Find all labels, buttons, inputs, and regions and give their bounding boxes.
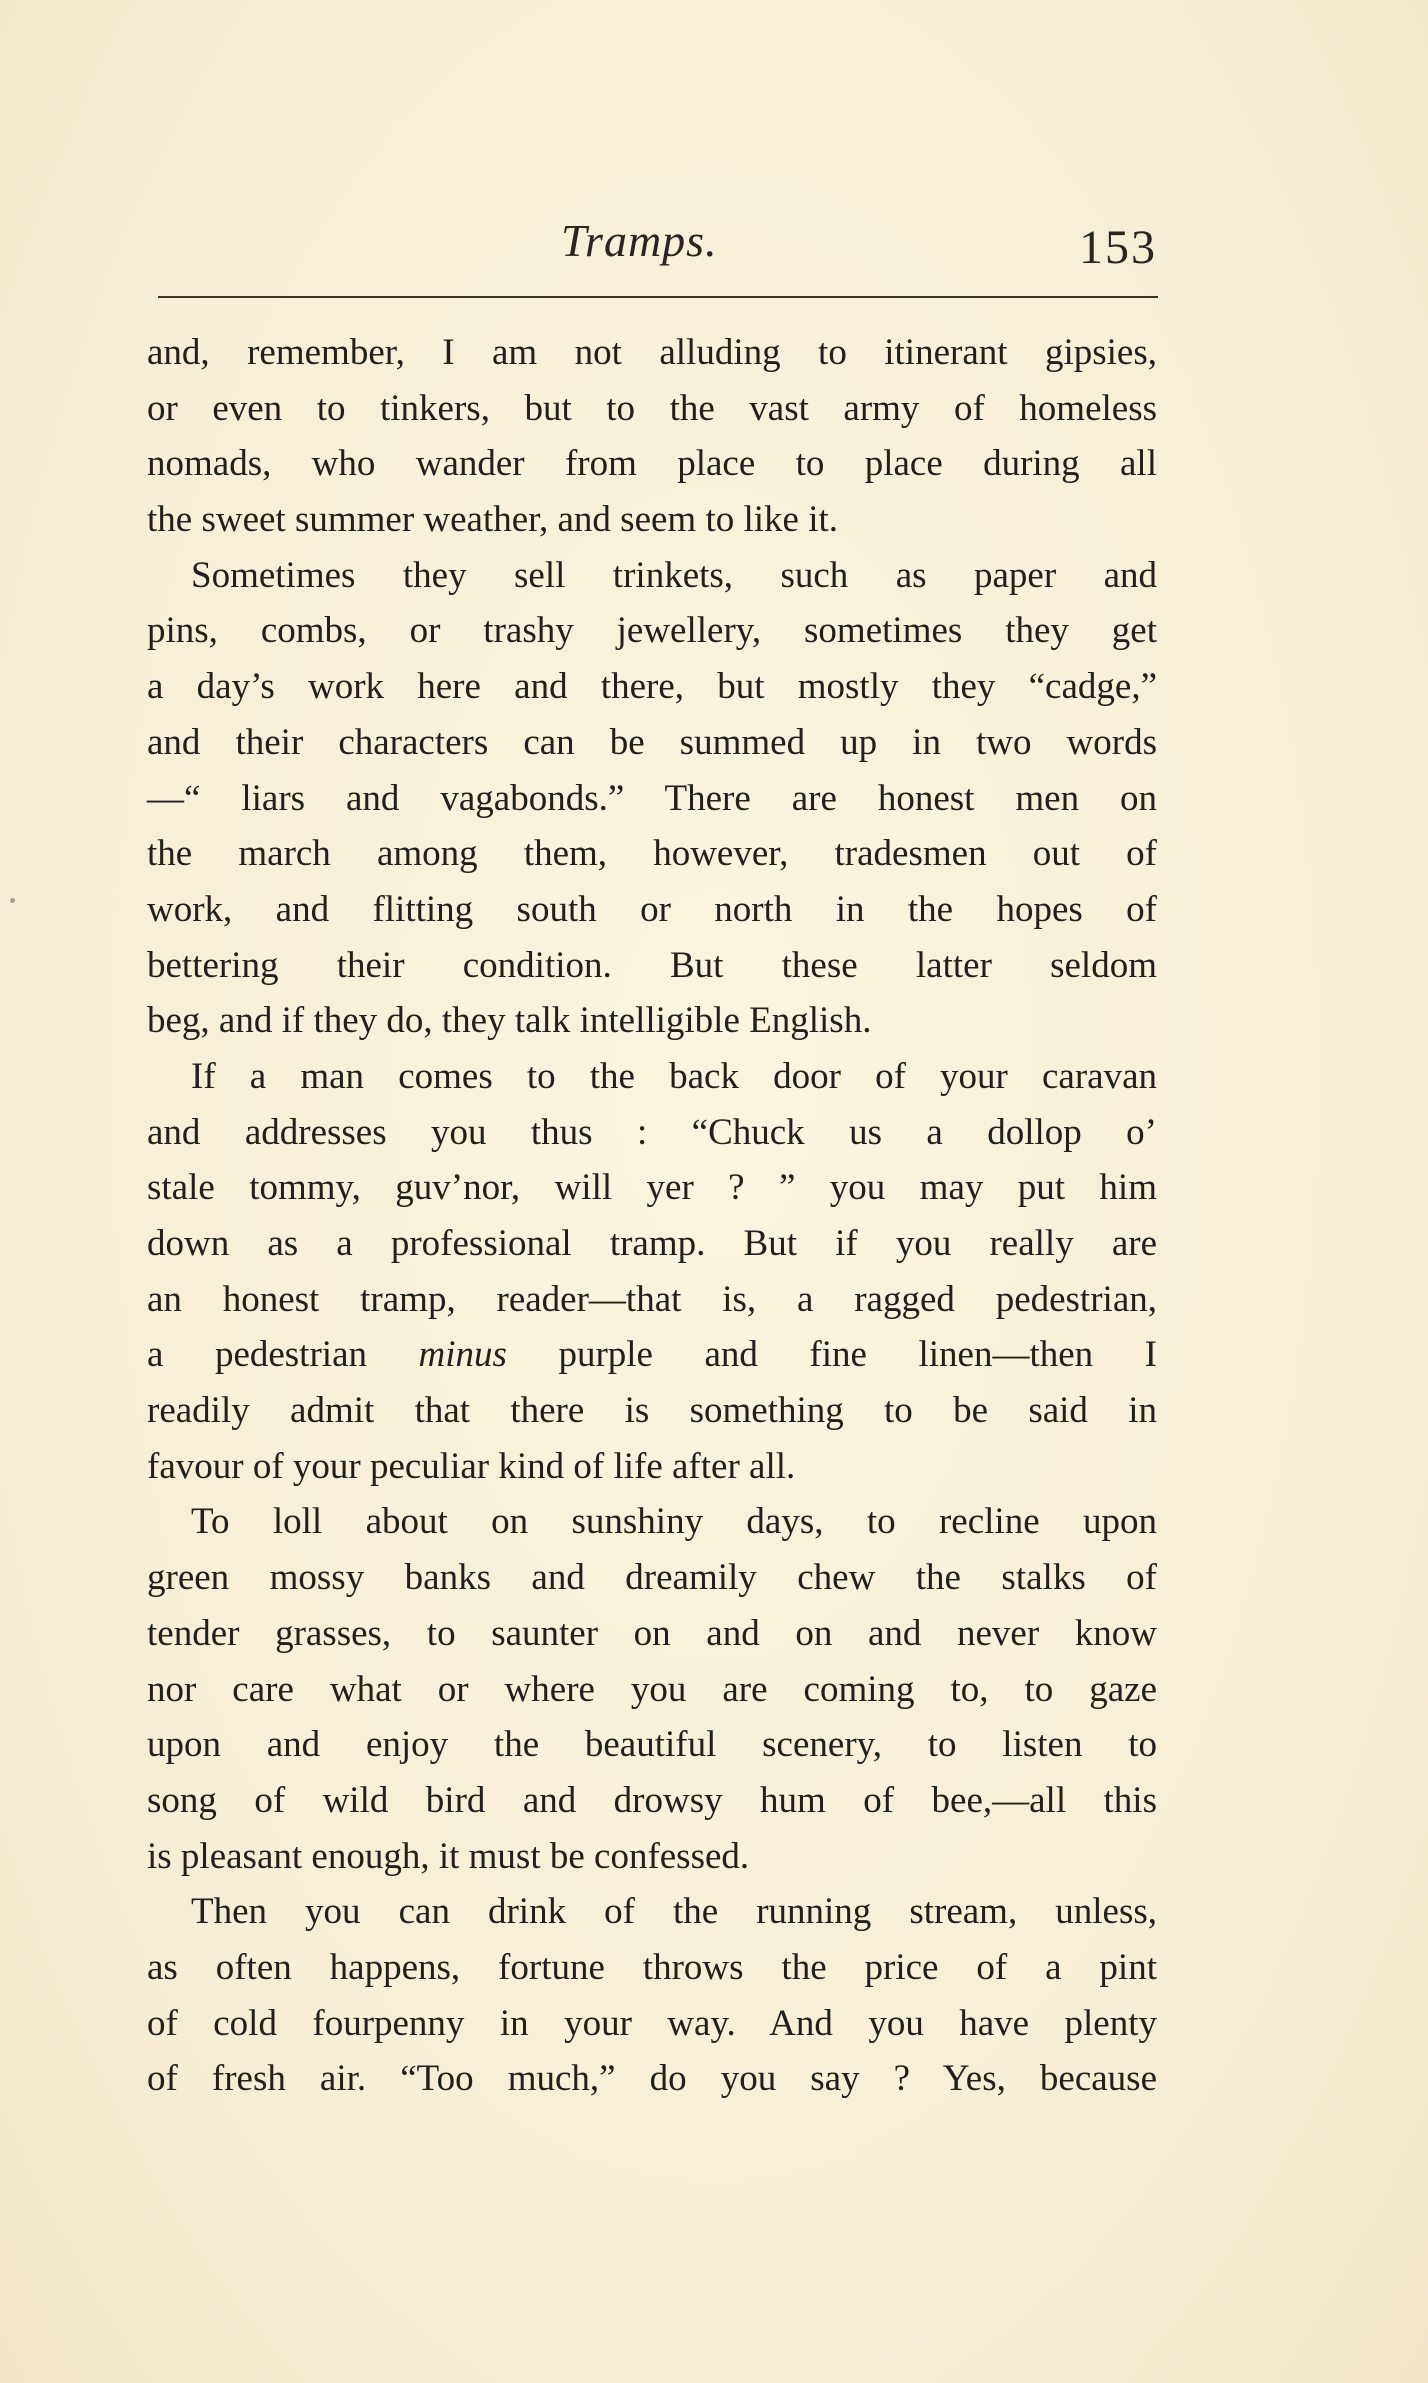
text-line: and addresses you thus : “Chuck us a dollop o’ — [147, 1111, 1157, 1153]
paper-speck — [10, 898, 15, 903]
text-line: or even to tinkers, but to the vast army of homeless — [147, 387, 1157, 429]
text-line: —“ liars and vagabonds.” There are honest men on — [147, 777, 1157, 819]
text-line: bettering their condition. But these latter seldom — [147, 944, 1157, 986]
text-segment: purple and fine linen—then I — [506, 1334, 1157, 1376]
text-line: stale tommy, guv’nor, will yer ? ” you may put him — [147, 1167, 1157, 1209]
text-line: as often happens, fortune throws the price of a pint — [147, 1946, 1157, 1988]
text-line: If a man comes to the back door of your caravan — [191, 1055, 1157, 1097]
text-line: To loll about on sunshiny days, to recline upon — [191, 1501, 1157, 1543]
text-line: of cold fourpenny in your way. And you have plenty — [147, 2002, 1157, 2044]
header-rule — [158, 296, 1158, 298]
text-line: Sometimes they sell trinkets, such as paper and — [191, 554, 1157, 596]
text-line: upon and enjoy the beautiful scenery, to listen to — [147, 1724, 1157, 1766]
text-line: and their characters can be summed up in two words — [147, 721, 1157, 763]
text-line: nomads, who wander from place to place during all — [147, 443, 1157, 485]
text-line: is pleasant enough, it must be confessed. — [147, 1835, 750, 1877]
text-line: the sweet summer weather, and seem to like it. — [147, 499, 839, 541]
text-line: nor care what or where you are coming to, to gaze — [147, 1668, 1157, 1710]
text-line: and, remember, I am not alluding to itinerant gipsies, — [147, 332, 1157, 373]
page-header — [147, 210, 1157, 280]
text-line: tender grasses, to saunter on and on and never know — [147, 1612, 1157, 1654]
text-line: favour of your peculiar kind of life after all. — [147, 1445, 796, 1487]
paragraph — [147, 1049, 1157, 1495]
text-line: work, and flitting south or north in the hopes of — [147, 888, 1157, 930]
text-line: song of wild bird and drowsy hum of bee,—all this — [147, 1779, 1157, 1821]
text-line: an honest tramp, reader—that is, a ragged pedestrian, — [147, 1278, 1157, 1320]
text-line: pins, combs, or trashy jewellery, sometimes they get — [147, 610, 1157, 652]
page-number: 153 — [1079, 221, 1157, 274]
paragraph — [147, 548, 1157, 1049]
italic-word: minus — [418, 1334, 507, 1376]
paragraph — [147, 1884, 1157, 2107]
text-line: green mossy banks and dreamily chew the stalks of — [147, 1557, 1157, 1599]
text-line: the march among them, however, tradesmen out of — [147, 833, 1157, 875]
text-line: a day’s work here and there, but mostly they “cadge,” — [147, 666, 1157, 708]
running-title: Tramps. — [561, 215, 718, 266]
paragraph — [147, 1494, 1157, 1884]
paragraph — [147, 325, 1157, 548]
text-line-with-italic — [147, 1327, 1157, 1383]
text-segment: a pedestrian — [147, 1334, 419, 1376]
text-line: of fresh air. “Too much,” do you say ? Yes, because — [147, 2058, 1157, 2100]
text-line: down as a professional tramp. But if you really are — [147, 1223, 1157, 1264]
text-line: readily admit that there is something to be said in — [147, 1390, 1157, 1432]
text-line: beg, and if they do, they talk intelligible English. — [147, 1000, 872, 1042]
text-line: Then you can drink of the running stream, unless, — [191, 1891, 1157, 1933]
body-text — [147, 325, 1157, 2107]
